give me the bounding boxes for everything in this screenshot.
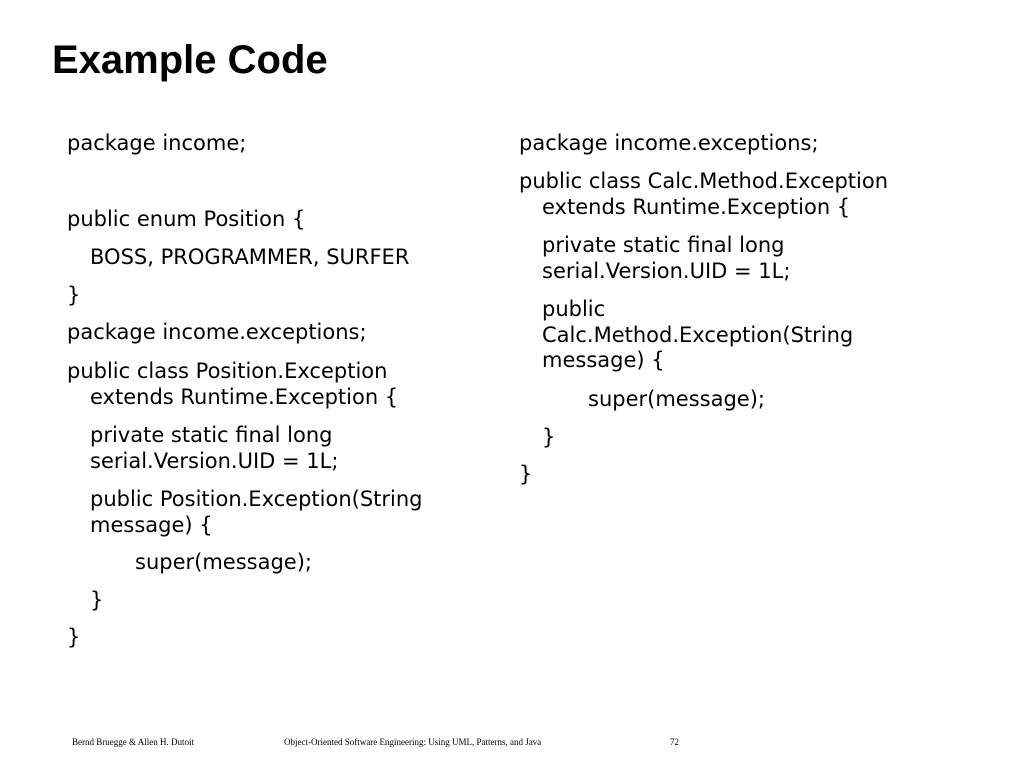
code-line: } — [67, 625, 81, 649]
code-line: extends Runtime.Exception { — [90, 385, 399, 409]
code-line: package income; — [67, 131, 247, 155]
footer-page-number: 72 — [670, 737, 679, 747]
code-line: public Position.Exception(String — [90, 487, 423, 511]
code-line: super(message); — [588, 387, 765, 411]
code-line: private static final long — [90, 423, 333, 447]
code-line: serial.Version.UID = 1L; — [90, 449, 339, 473]
footer-book-title: Object-Oriented Software Engineering: Using UML, Patterns, and Java — [284, 737, 542, 747]
code-line: message) { — [542, 348, 665, 372]
code-line: } — [67, 283, 81, 307]
code-line: } — [542, 425, 556, 449]
code-line: private static final long — [542, 233, 785, 257]
code-line: public enum Position { — [67, 207, 306, 231]
code-line: BOSS, PROGRAMMER, SURFER — [90, 245, 410, 269]
code-line: public class Calc.Method.Exception — [519, 169, 889, 193]
slide-title: Example Code — [52, 38, 328, 82]
code-line: public — [542, 297, 606, 321]
code-line: extends Runtime.Exception { — [542, 195, 851, 219]
footer-authors: Bernd Bruegge & Allen H. Dutoit — [72, 737, 194, 747]
code-line: serial.Version.UID = 1L; — [542, 259, 791, 283]
code-line: super(message); — [135, 550, 312, 574]
code-line: package income.exceptions; — [67, 320, 367, 344]
code-line: public class Position.Exception — [67, 359, 388, 383]
code-line: message) { — [90, 513, 213, 537]
code-line: package income.exceptions; — [519, 131, 819, 155]
code-line: Calc.Method.Exception(String — [542, 323, 854, 347]
code-line: } — [519, 462, 533, 486]
code-line: } — [90, 588, 104, 612]
